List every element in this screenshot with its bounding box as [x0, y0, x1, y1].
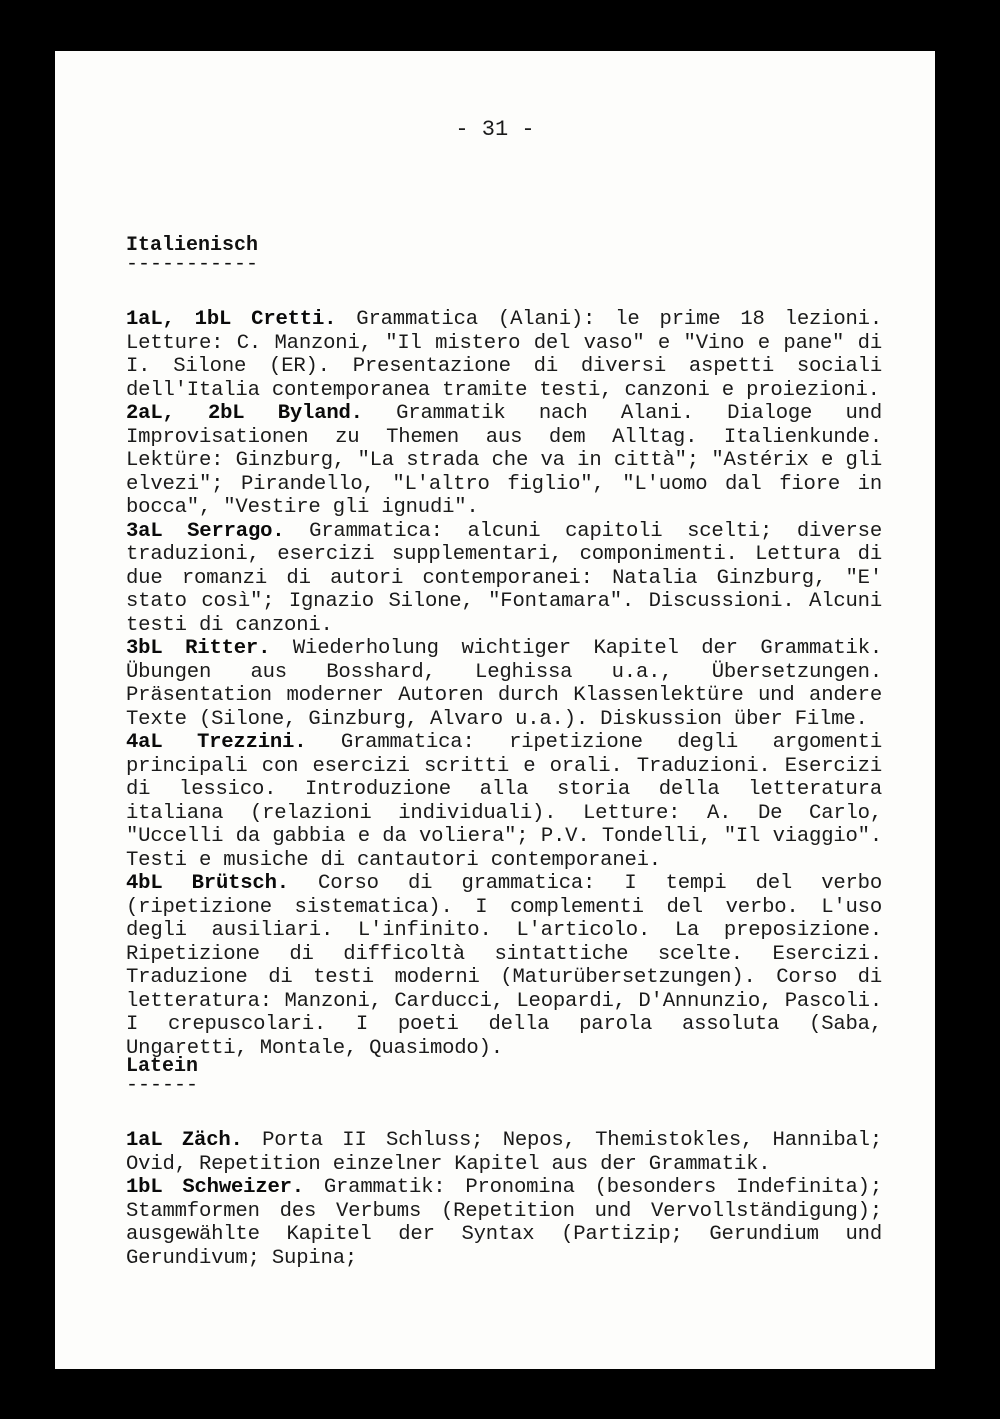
- course-entry: [126, 520, 882, 638]
- course-description: Grammatica: alcuni capitoli scelti; diverse traduzioni, esercizi supplementari, componimenti. Lettura di due romanzi di autori contemporanei: Natalia Ginzburg, "E' stato così"; Ignazio Silone, "Fontamara". Discussioni. Alcuni testi di canzoni.: [126, 519, 882, 637]
- section-heading: Latein: [126, 1055, 199, 1078]
- class-teacher: 2aL, 2bL Byland.: [126, 402, 363, 425]
- section-heading: Italienisch: [126, 234, 259, 257]
- course-description: Corso di grammatica: I tempi del verbo (ripetizione sistematica). I complementi del verbo. L'uso degli ausiliari. L'infinito. L'articolo. La preposizione. Ripetizione di difficoltà sintattiche scelte. Esercizi. Traduzione di testi moderni (Maturübersetzungen). Corso di letteratura: Manzoni, Carducci, Leopardi, D'Annunzio, Pascoli. I crepuscolari. I poeti della parola assoluta (Saba, Ungaretti, Montale, Quasimodo).: [126, 872, 882, 1060]
- class-teacher: 4bL Brütsch.: [126, 872, 289, 895]
- course-entry: [126, 637, 882, 731]
- course-entry: [126, 402, 882, 520]
- class-teacher: 1aL, 1bL Cretti.: [126, 308, 337, 331]
- class-teacher: 1bL Schweizer.: [126, 1176, 304, 1199]
- course-description: Grammatica (Alani): le prime 18 lezioni. Letture: C. Manzoni, "Il mistero del vaso" e "Vino e pane" di I. Silone (ER). Presentazione di diversi aspetti sociali dell'Italia contemporanea tramite testi, canzoni e proiezioni.: [126, 308, 882, 402]
- entry-list: [126, 308, 882, 1060]
- course-entry: [126, 1176, 882, 1270]
- page-number: - 31 -: [455, 117, 535, 142]
- heading-underline: -----------: [126, 253, 259, 276]
- course-entry: [126, 731, 882, 872]
- section-italienisch: [126, 235, 882, 1060]
- section-latein: [126, 1056, 882, 1270]
- course-description: Grammatica: ripetizione degli argomenti principali con esercizi scritti e orali. Traduzioni. Esercizi di lessico. Introduzione alla storia della letteratura italiana (relazioni individuali). Letture: A. De Carlo, "Uccelli da gabbia e da voliera"; P.V. Tondelli, "Il viaggio". Testi e musiche di cantautori contemporanei.: [126, 731, 882, 872]
- class-teacher: 1aL Zäch.: [126, 1129, 243, 1152]
- course-entry: [126, 308, 882, 402]
- course-description: Porta II Schluss; Nepos, Themistokles, Hannibal; Ovid, Repetition einzelner Kapitel aus der Grammatik.: [126, 1129, 882, 1176]
- class-teacher: 3aL Serrago.: [126, 519, 285, 543]
- class-teacher: 3bL Ritter.: [126, 637, 271, 660]
- class-teacher: 4aL Trezzini.: [126, 731, 307, 754]
- course-description: Wiederholung wichtiger Kapitel der Grammatik. Übungen aus Bosshard, Leghissa u.a., Übersetzungen. Präsentation moderner Autoren durch Klassenlektüre und andere Texte (Silone, Ginzburg, Alvaro u.a.). Diskussion über Filme.: [126, 637, 883, 731]
- course-entry: [126, 872, 882, 1060]
- course-entry: [126, 1129, 882, 1176]
- course-description: Grammatik: Pronomina (besonders Indefinita); Stammformen des Verbums (Repetition und Vervollständigung); ausgewählte Kapitel der Syntax (Partizip; Gerundium und Gerundivum; Supina;: [126, 1176, 882, 1270]
- heading-underline: ------: [126, 1074, 199, 1097]
- course-description: Grammatik nach Alani. Dialoge und Improvisationen zu Themen aus dem Alltag. Italienkunde. Lektüre: Ginzburg, "La strada che va in città"; "Astérix e gli elvezi"; Pirandello, "L'altro figlio", "L'uomo dal fiore in bocca", "Vestire gli ignudi".: [126, 402, 882, 519]
- entry-list: [126, 1129, 882, 1270]
- document-page: [55, 51, 935, 1369]
